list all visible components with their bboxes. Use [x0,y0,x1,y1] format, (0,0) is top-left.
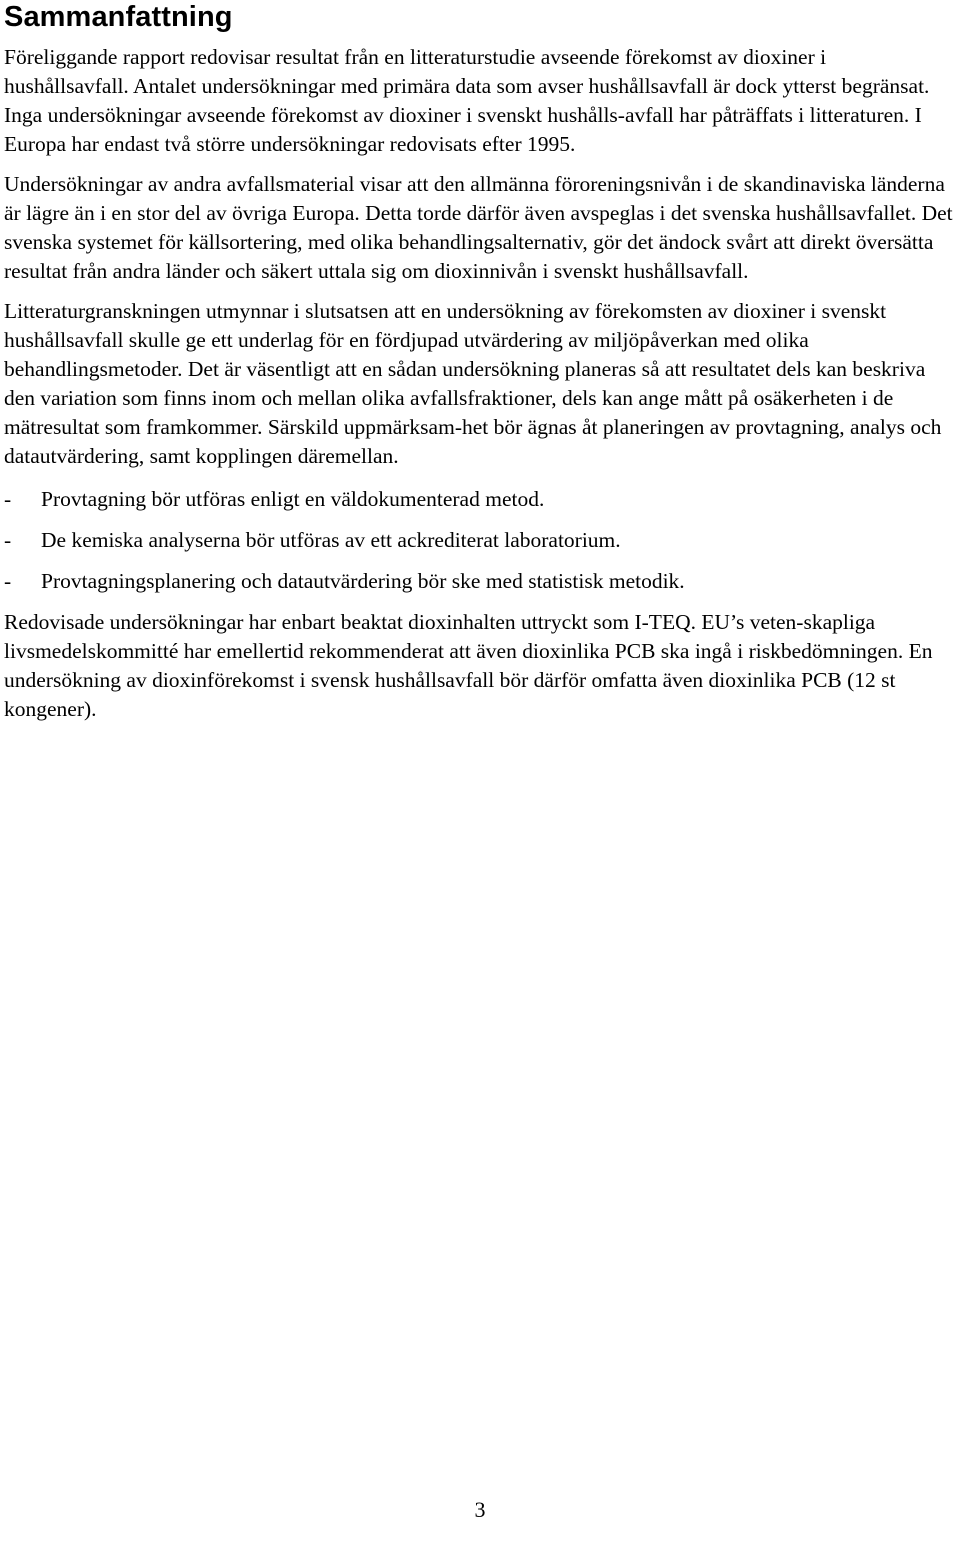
section-heading: Sammanfattning [4,1,233,33]
list-item [4,526,956,555]
document-page [4,0,956,724]
page-number: 3 [474,1497,486,1522]
list-item-text: Provtagning bör utföras enligt en väldokumenterad metod. [41,487,545,511]
paragraph-pollution-levels: Undersökningar av andra avfallsmaterial visar att den allmänna föroreningsnivån i de skandinaviska länderna är lägre än i en stor del av övriga Europa. Detta torde därför även avspeglas i det svenska hushållsavfallet. Det svenska systemet för källsortering, med olika behandlingsalternativ, gör det ändock svårt att direkt översätta resultat från andra länder och säkert uttala sig om dioxinnivån i svenskt hushållsavfall. [4,172,953,283]
paragraph-conclusion: Litteraturgranskningen utmynnar i slutsatsen att en undersökning av förekomsten av dioxiner i svenskt hushållsavfall skulle ge ett underlag för en fördjupad utvärdering av miljöpåverkan med olika behandlingsmetoder. Det är väsentligt att en sådan undersökning planeras så att resultatet dels kan beskriva den variation som finns inom och mellan olika avfallsfraktioner, dels kan ange mått på osäkerheten i de mätresultat som framkommer. Särskild uppmärksam-het bör ägnas åt planeringen av provtagning, analys och datautvärdering, samt kopplingen däremellan. [4,299,942,468]
recommendation-list [4,485,956,596]
bullet-dash: - [4,569,12,593]
list-item-text: Provtagningsplanering och datautvärdering bör ske med statistisk metodik. [41,569,685,593]
list-item [4,485,956,514]
paragraph-intro: Föreliggande rapport redovisar resultat från en litteraturstudie avseende förekomst av dioxiner i hushållsavfall. Antalet undersökningar med primära data som avser hushållsavfall är dock ytterst begränsat. Inga undersökningar avseende förekomst av dioxiner i svenskt hushålls-avfall har påträffats i litteraturen. I Europa har endast två större undersökningar redovisats efter 1995. [4,45,930,156]
paragraph-pcb: Redovisade undersökningar har enbart beaktat dioxinhalten uttryckt som I-TEQ. EU’s veten-skapliga livsmedelskommitté har emellertid rekommenderat att även dioxinlika PCB ska ingå i riskbedömningen. En undersökning av dioxinförekomst i svensk hushållsavfall bör därför omfatta även dioxinlika PCB (12 st kongener). [4,610,933,721]
bullet-dash: - [4,487,12,511]
bullet-dash: - [4,528,12,552]
list-item-text: De kemiska analyserna bör utföras av ett ackrediterat laboratorium. [41,528,621,552]
list-item [4,567,956,596]
